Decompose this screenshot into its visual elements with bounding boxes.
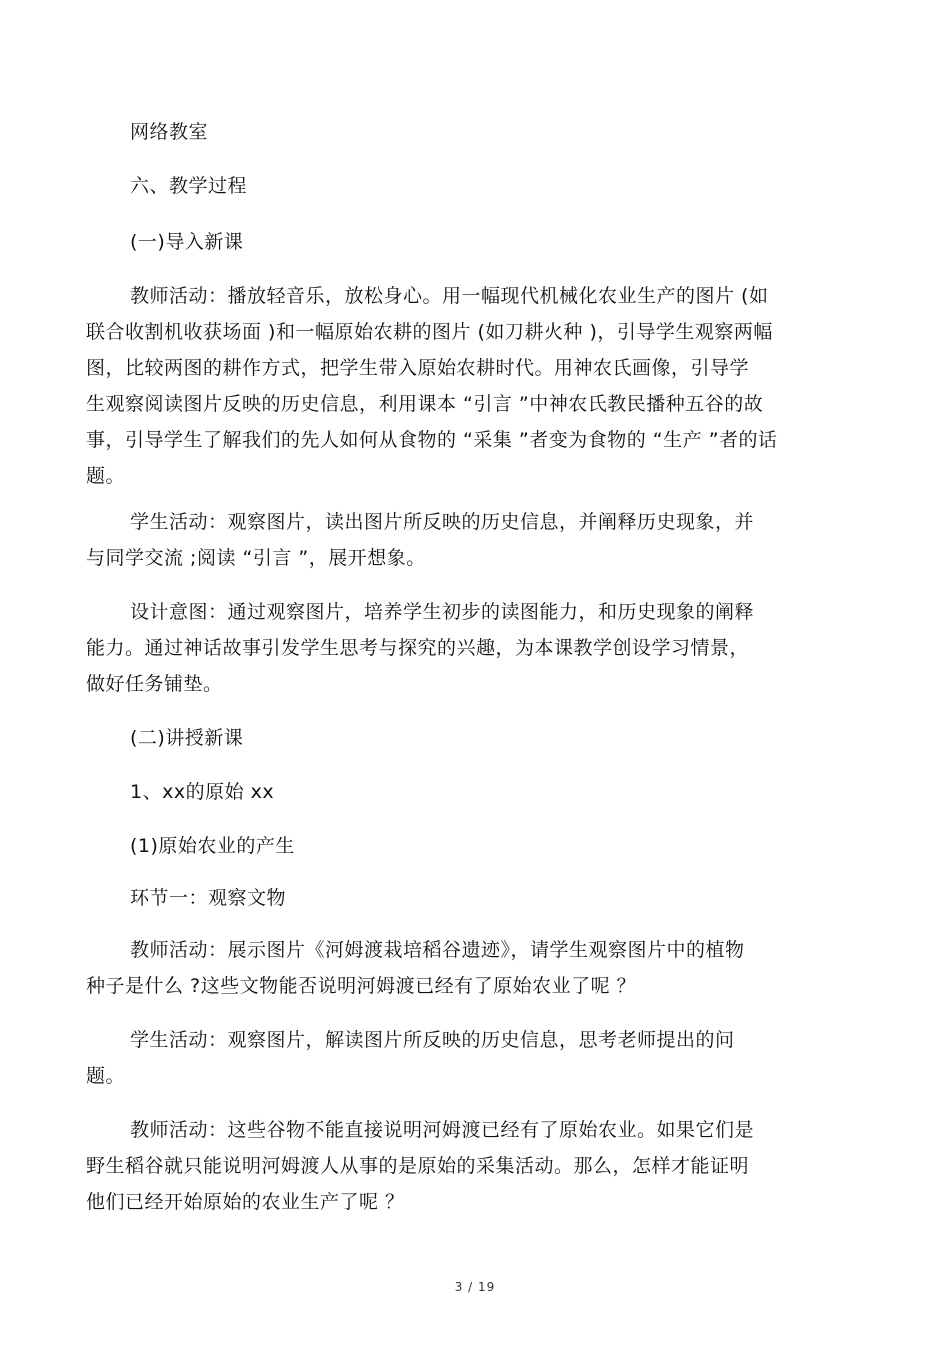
- text-line: 他们已经开始原始的农业生产了呢 ？: [86, 1191, 405, 1213]
- subheading-new-lesson: [86, 720, 866, 756]
- text-line: 联合收割机收获场面 )和一幅原始农耕的图片 (如刀耕火种 )，引导学生观察两幅: [86, 321, 773, 343]
- text-line: (1)原始农业的产生: [130, 835, 295, 857]
- paragraph-student-activity-2: [86, 1022, 866, 1094]
- text-line: 做好任务铺垫。: [86, 673, 223, 695]
- text-line: 图，比较两图的耕作方式，把学生带入原始农耕时代。用神农氏画像，引导学: [86, 357, 750, 379]
- text-line: 题。: [86, 465, 126, 487]
- text-line: 能力。通过神话故事引发学生思考与探究的兴趣，为本课教学创设学习情景，: [86, 637, 750, 659]
- text-line: (一)导入新课: [130, 231, 244, 253]
- step-heading-observe: [86, 880, 866, 916]
- text-line: 教师活动：播放轻音乐，放松身心。用一幅现代机械化农业生产的图片 (如: [130, 285, 769, 307]
- text-line: 环节一：观察文物: [130, 887, 287, 909]
- text-line: 1、xx的原始 xx: [130, 781, 275, 803]
- text-line: 设计意图：通过观察图片，培养学生初步的读图能力，和历史现象的阐释: [130, 601, 755, 623]
- paragraph-student-activity-1: [86, 504, 866, 576]
- subheading-introduction: [86, 224, 866, 260]
- text-line: 生观察阅读图片反映的历史信息，利用课本 “引言 ”中神农氏教民播种五谷的故: [86, 393, 764, 415]
- text-line: 题。: [86, 1065, 126, 1087]
- text-line: (二)讲授新课: [130, 727, 244, 749]
- text-line: 教师活动：这些谷物不能直接说明河姆渡已经有了原始农业。如果它们是: [130, 1119, 755, 1141]
- section-heading-1: [86, 774, 866, 810]
- text-line: 学生活动：观察图片，读出图片所反映的历史信息，并阐释历史现象，并: [130, 511, 755, 533]
- page-number: 3 / 19: [454, 1280, 496, 1294]
- subsection-heading-1-1: [86, 828, 866, 864]
- text-line: 事，引导学生了解我们的先人如何从食物的 “采集 ”者变为食物的 “生产 ”者的话: [86, 429, 778, 451]
- paragraph-network-classroom: [86, 114, 866, 150]
- paragraph-design-intent: [86, 594, 866, 702]
- text-line: 种子是什么 ?这些文物能否说明河姆渡已经有了原始农业了呢 ？: [86, 975, 637, 997]
- text-line: 网络教室: [130, 121, 209, 143]
- paragraph-teacher-activity-1: [86, 278, 866, 494]
- text-line: 六、教学过程: [130, 175, 248, 197]
- paragraph-teacher-activity-3: [86, 1112, 866, 1220]
- text-line: 教师活动：展示图片《河姆渡栽培稻谷遗迹》，请学生观察图片中的植物: [130, 939, 745, 961]
- text-line: 学生活动：观察图片，解读图片所反映的历史信息，思考老师提出的问: [130, 1029, 735, 1051]
- paragraph-teacher-activity-2: [86, 932, 866, 1004]
- text-line: 野生稻谷就只能说明河姆渡人从事的是原始的采集活动。那么，怎样才能证明: [86, 1155, 750, 1177]
- heading-teaching-process: [86, 168, 866, 204]
- text-line: 与同学交流 ;阅读 “引言 ”，展开想象。: [86, 547, 426, 569]
